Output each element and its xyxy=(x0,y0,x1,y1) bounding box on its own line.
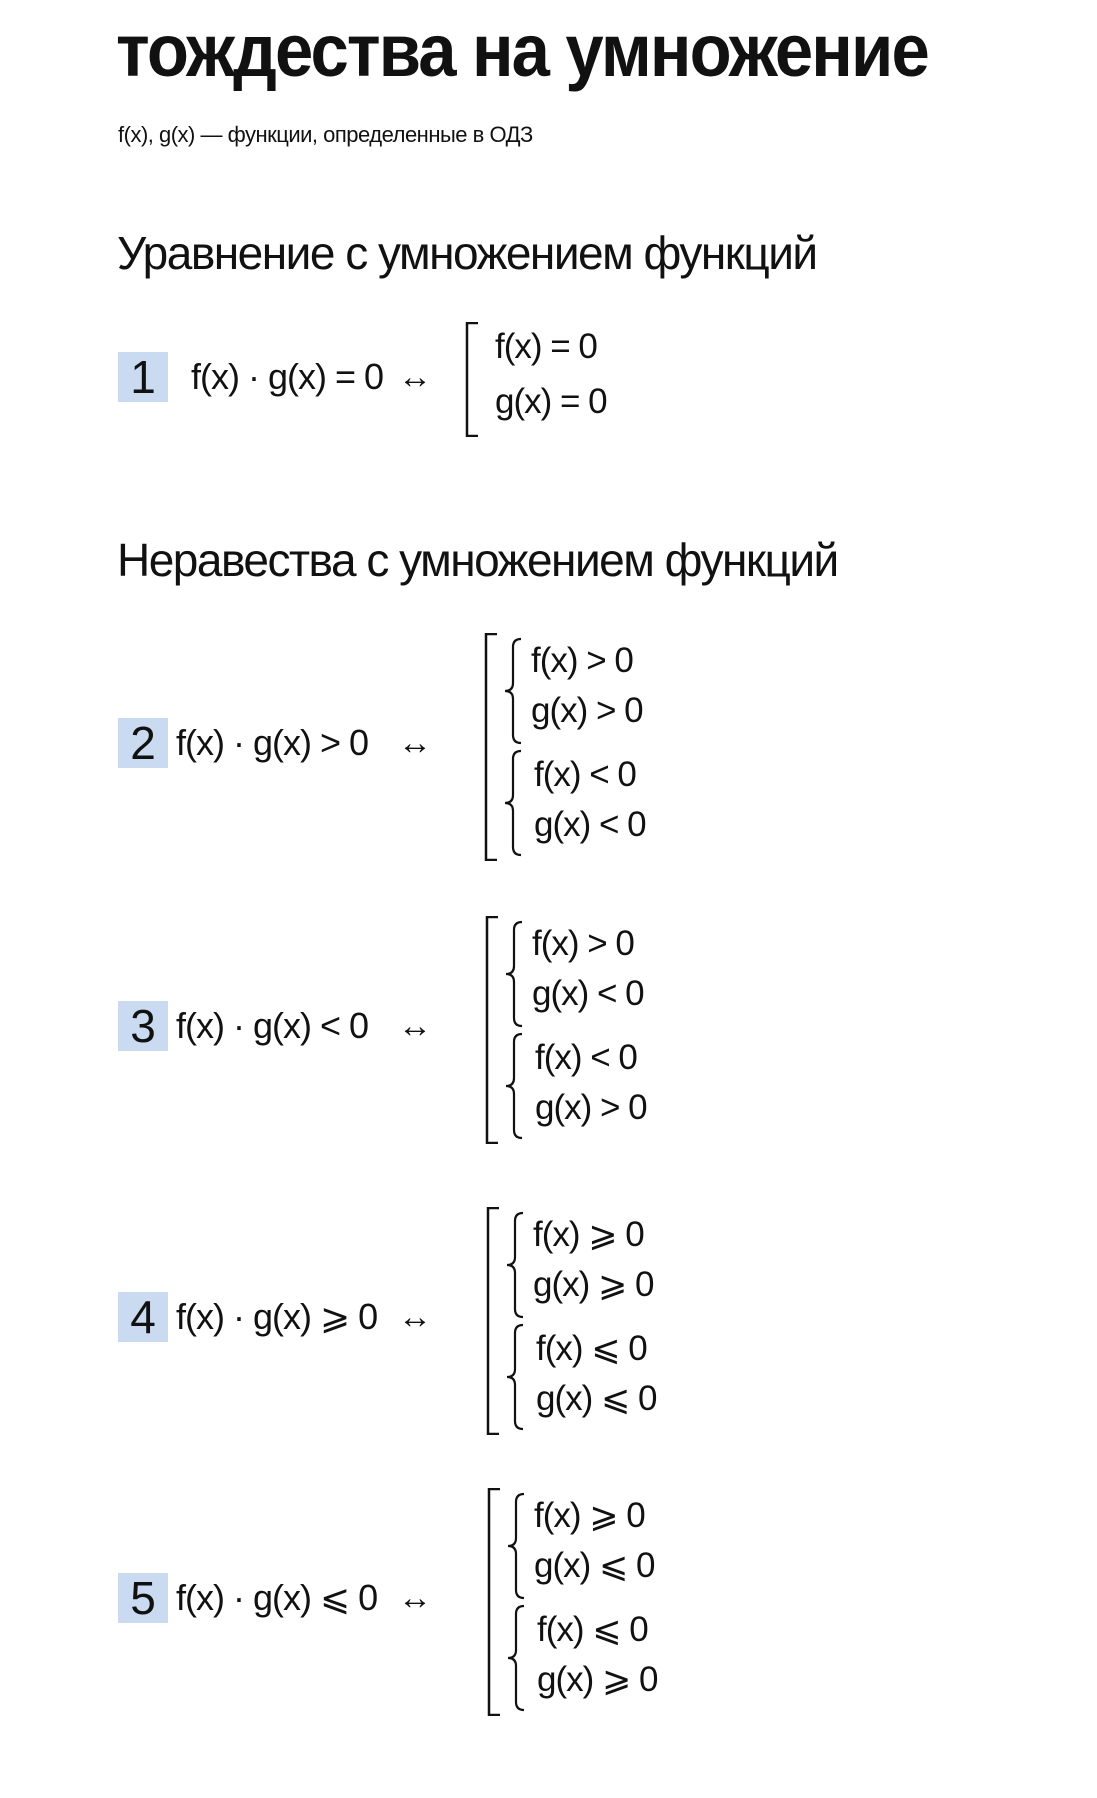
identity-lhs: f(x) · g(x) < 0 xyxy=(176,1005,369,1046)
section-heading-equation: Уравнение с умножением функций xyxy=(117,227,817,279)
condition-line: g(x) > 0 xyxy=(535,1088,647,1127)
curly-brace-icon xyxy=(506,1034,522,1138)
curly-brace-icon xyxy=(508,1606,524,1710)
condition-line: g(x) ⩾ 0 xyxy=(537,1660,658,1699)
condition-line: f(x) = 0 xyxy=(495,327,597,366)
curly-brace-icon xyxy=(505,639,521,743)
condition-line: f(x) < 0 xyxy=(535,1038,637,1077)
condition-line: g(x) < 0 xyxy=(534,805,646,844)
condition-line: g(x) > 0 xyxy=(531,691,643,730)
curly-brace-icon xyxy=(506,922,522,1026)
equivalence-arrow-icon: ↔ xyxy=(398,1298,432,1336)
identity-number-badge: 5 xyxy=(118,1573,168,1623)
identity-number-badge: 4 xyxy=(118,1292,168,1342)
identity-number-badge: 1 xyxy=(118,352,168,402)
equivalence-arrow-icon: ↔ xyxy=(398,1579,432,1617)
page-title: тождества на умножение xyxy=(116,9,928,92)
identity-lhs: f(x) · g(x) > 0 xyxy=(176,722,369,763)
equivalence-arrow-icon: ↔ xyxy=(398,358,432,396)
section-heading-inequality: Неравества с умножением функций xyxy=(117,534,838,586)
curly-brace-icon xyxy=(507,1213,523,1317)
condition-line: f(x) > 0 xyxy=(531,641,633,680)
condition-line: g(x) ⩾ 0 xyxy=(533,1265,654,1304)
condition-line: g(x) = 0 xyxy=(495,382,607,421)
condition-line: f(x) < 0 xyxy=(534,755,636,794)
subtitle: f(x), g(x) — функции, определенные в ОДЗ xyxy=(118,122,533,147)
identity-lhs: f(x) · g(x) ⩽ 0 xyxy=(176,1577,378,1618)
equivalence-arrow-icon: ↔ xyxy=(398,724,432,762)
square-bracket-icon xyxy=(464,322,484,437)
condition-line: f(x) > 0 xyxy=(532,924,634,963)
condition-line: g(x) < 0 xyxy=(532,974,644,1013)
identity-number-badge: 2 xyxy=(118,718,168,768)
identity-number-badge: 3 xyxy=(118,1001,168,1051)
condition-line: f(x) ⩾ 0 xyxy=(533,1215,644,1254)
identity-lhs: f(x) · g(x) ⩾ 0 xyxy=(176,1296,378,1337)
curly-brace-icon xyxy=(508,1494,524,1598)
condition-line: g(x) ⩽ 0 xyxy=(534,1546,655,1585)
condition-line: f(x) ⩽ 0 xyxy=(536,1329,647,1368)
condition-line: f(x) ⩾ 0 xyxy=(534,1496,645,1535)
identity-lhs: f(x) · g(x) = 0 xyxy=(191,356,384,397)
condition-line: g(x) ⩽ 0 xyxy=(536,1379,657,1418)
curly-brace-icon xyxy=(505,751,521,855)
equivalence-arrow-icon: ↔ xyxy=(398,1007,432,1045)
curly-brace-icon xyxy=(507,1325,523,1429)
condition-line: f(x) ⩽ 0 xyxy=(537,1610,648,1649)
